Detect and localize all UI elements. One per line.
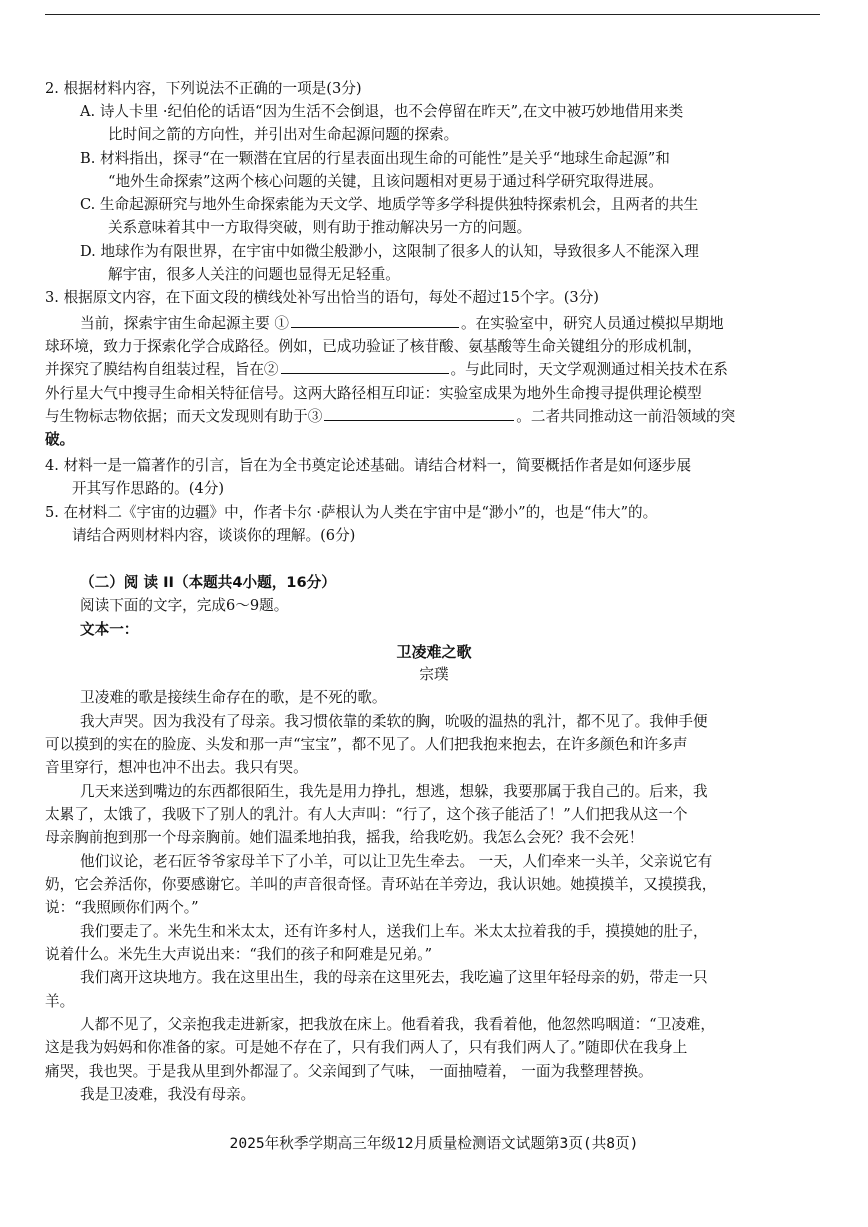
story-line: 羊。 [45, 993, 75, 1010]
passage-text: 。在实验室中，研究人员通过模拟早期地 [460, 315, 724, 332]
passage-text: 与生物标志物依据；而天文发现则有助于③ [45, 408, 323, 425]
question-3-passage-line: 外行星大气中搜寻生命相关特征信号。这两大路径相互印证：实验室成果为地外生命搜寻提供理论模型 [45, 385, 702, 402]
story-line: 几天来送到嘴边的东西都很陌生，我先是用力挣扎，想逃，想躲，我要那属于我自己的。后来，我 [80, 783, 708, 800]
story-line: 他们议论，老石匠爷爷家母羊下了小羊，可以让卫先生牵去。 一天，人们牵来一头羊，父亲说它有 [80, 853, 713, 870]
story-line: 这是我为妈妈和你准备的家。可是她不存在了，只有我们两人了，只有我们两人了。”随即伏在我身上 [45, 1039, 688, 1056]
story-line: 可以摸到的实在的脸庞、头发和那一声“宝宝”，都不见了。人们把我抱来抱去，在许多颜色和许多声 [45, 736, 688, 753]
question-2-option-c-cont: 关系意味着其中一方取得突破，则有助于推动解决另一方的问题。 [108, 219, 532, 236]
question-3-passage-line [45, 359, 728, 381]
passage-text: 。二者共同推动这一前沿领域的突 [516, 408, 736, 425]
question-3-passage-line: 破。 [45, 431, 75, 448]
passage-text: 当前，探索宇宙生命起源主要 ① [80, 315, 289, 332]
question-4-line: 4. 材料一是一篇著作的引言，旨在为全书奠定论述基础。请结合材料一，简要概括作者是如何逐步展 [45, 457, 692, 474]
question-3-stem: 3. 根据原文内容，在下面文段的横线处补写出恰当的语句，每处不超过15个字。(3分) [45, 289, 599, 306]
story-line: 我们要走了。米先生和米太太，还有许多村人，送我们上车。米太太拉着我的手，摸摸她的肚子， [80, 923, 708, 940]
story-line: 说着什么。米先生大声说出来：“我们的孩子和阿难是兄弟。” [45, 946, 433, 963]
question-2-option-a: A. 诗人卡里 ·纪伯伦的话语“因为生活不会倒退，也不会停留在昨天”,在文中被巧妙地借用来类 [80, 103, 684, 120]
story-line: 我大声哭。因为我没有了母亲。我习惯依靠的柔软的胸，吮吸的温热的乳汁，都不见了。我伸手便 [80, 713, 708, 730]
passage-text: 。与此同时，天文学观测通过相关技术在系 [450, 361, 728, 378]
story-line: 我们离开这块地方。我在这里出生，我的母亲在这里死去，我吃遍了这里年轻母亲的奶，带走一只 [80, 969, 708, 986]
story-line: 母亲胸前抱到那一个母亲胸前。她们温柔地拍我，摇我，给我吃奶。我怎么会死？我不会死！ [45, 829, 644, 846]
story-line: 卫凌难的歌是接续生命存在的歌，是不死的歌。 [80, 689, 387, 706]
story-line: 我是卫凌难，我没有母亲。 [80, 1086, 256, 1103]
answer-blank-3[interactable] [324, 406, 514, 421]
question-5-line: 请结合两则材料内容，谈谈你的理解。(6分) [72, 527, 356, 544]
question-2-option-c: C. 生命起源研究与地外生命探索能为天文学、地质学等多学科提供独特探索机会，且两者的共生 [80, 196, 699, 213]
story-line: 痛哭，我也哭。于是我从里到外都湿了。父亲闻到了气味， 一面抽噎着， 一面为我整理替换。 [45, 1063, 653, 1080]
question-3-passage-line: 球环境，致力于探索化学合成路径。例如，已成功验证了核苷酸、氨基酸等生命关键组分的形成机制， [45, 338, 702, 355]
story-author: 宗璞 [419, 666, 449, 683]
story-line: 人都不见了，父亲抱我走进新家，把我放在床上。他看着我，我看着他，他忽然呜咽道：“卫凌难， [80, 1016, 715, 1033]
story-line: 音里穿行，想冲也冲不出去。我只有哭。 [45, 759, 308, 776]
question-3-passage-line [45, 406, 735, 428]
question-2-option-d-cont: 解宇宙，很多人关注的问题也显得无足轻重。 [108, 266, 400, 283]
answer-blank-1[interactable] [291, 313, 459, 328]
story-line: 说：“我照顾你们两个。” [45, 899, 199, 916]
question-3-passage-line [80, 313, 724, 335]
question-5-line: 5. 在材料二《宇宙的边疆》中，作者卡尔 ·萨根认为人类在宇宙中是“渺小”的，也是“伟大”的。 [45, 504, 658, 521]
story-line: 太累了，太饿了，我吸下了别人的乳汁。有人大声叫：“行了，这个孩子能活了！”人们把我从这一个 [45, 806, 688, 823]
story-line: 奶，它会养活你，你要感谢它。羊叫的声音很奇怪。青环站在羊旁边，我认识她。她摸摸羊，又摸摸我， [45, 876, 717, 893]
section-heading: （二）阅 读 II（本题共4小题，16分） [80, 574, 336, 591]
section-instruction: 阅读下面的文字，完成6～9题。 [80, 597, 289, 614]
question-2-option-b: B. 材料指出，探寻“在一颗潜在宜居的行星表面出现生命的可能性”是关乎“地球生命起源”和 [80, 150, 670, 167]
question-2-stem: 2. 根据材料内容，下列说法不正确的一项是(3分) [45, 80, 362, 97]
question-2-option-b-cont: “地外生命探索”这两个核心问题的关键，且该问题相对更易于通过科学研究取得进展。 [108, 173, 663, 190]
story-title: 卫凌难之歌 [396, 643, 472, 661]
question-2-option-d: D. 地球作为有限世界，在宇宙中如微尘般渺小，这限制了很多人的认知，导致很多人不能深入理 [80, 243, 699, 260]
text-label: 文本一： [80, 621, 139, 638]
question-2-option-a-cont: 比时间之箭的方向性，并引出对生命起源问题的探索。 [108, 126, 459, 143]
page-footer: 2025年秋季学期高三年级12月质量检测语文试题第3页(共8页) [229, 1135, 639, 1152]
answer-blank-2[interactable] [281, 359, 449, 374]
passage-text: 并探究了膜结构自组装过程，旨在② [45, 361, 279, 378]
question-4-line: 开其写作思路的。(4分) [72, 480, 225, 497]
